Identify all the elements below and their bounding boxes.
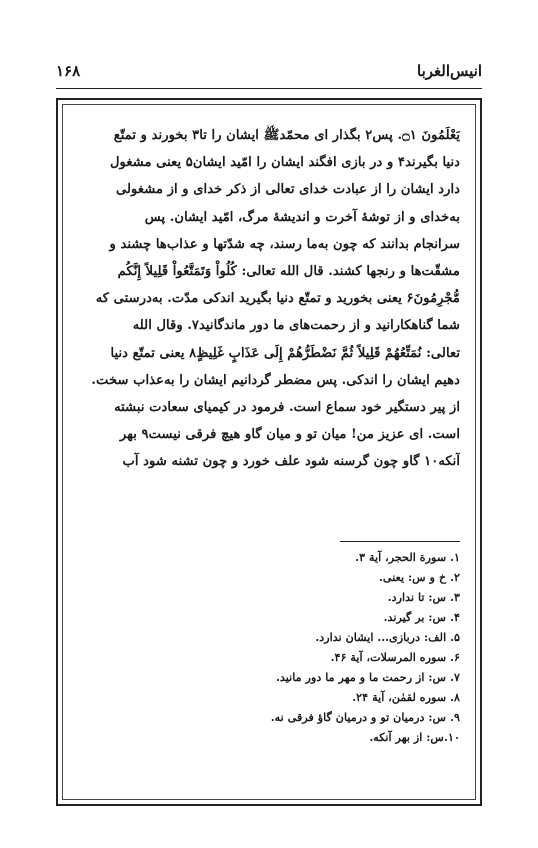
text-line: شما گناهکارانید و از رحمت‌های ما دور ماندگانید۷. وقال الله <box>132 318 460 334</box>
header-rule <box>56 88 482 89</box>
text-line: مشقّت‌ها و رنجها کشند. قال الله تعالی: كُلُواْ وَتَمَتَّعُواْ قَلِيلاً إِنَّكُم <box>117 264 460 280</box>
footnote-item: ۴. س: بر گیرند. <box>383 610 460 624</box>
footnote-separator <box>340 541 460 542</box>
text-line: یَعْلَمُونَ ۝١. پس۲ بگذار ای محمّدﷺ ایشان را تا۳ بخورند و تمتّع <box>113 128 460 143</box>
footnote-item: ۱۰.س: از بهر آنکه. <box>369 730 460 744</box>
text-line: به‌خدای و از توشهٔ آخرت و اندیشهٔ مرگ، امّید ایشان. پس <box>144 209 460 225</box>
footnote-item: ۳. س: تا ندارد. <box>387 590 460 604</box>
text-line: دنیا بگیرند۴ و در بازی افگند ایشان را امّید ایشان۵ یعنی مشغول <box>109 155 460 171</box>
footnote-item: ۸. سوره لقمٰن، آیة ۲۴. <box>352 690 460 704</box>
footnote-item: ۲. خ و س: یعنی. <box>378 570 460 584</box>
page-header <box>56 62 482 84</box>
text-line: تعالی: نُمَتِّعُهُمْ قَلِيلاً ثُمَّ نَضْطَرُّهُمْ إِلَى عَذَابٍ غَلِيظٍ۸ یعنی تمتّع دنیا <box>110 345 460 361</box>
text-line: است. ای عزیز من! میان تو و میان گاو هیچ فرقی نیست۹ بهر <box>119 427 460 443</box>
footnote-item: ۶. سوره المرسلات، آیة ۴۶. <box>330 650 460 664</box>
text-line: مُّجْرِمُونَ۶ یعنی بخورید و تمتّع دنیا بگیرید اندکی مدّت. به‌درستی که <box>95 291 460 307</box>
footnote-item: ۹. س: درمیان تو و درمیان گاؤ فرقی نه. <box>270 710 460 724</box>
text-line: از پیر دستگیر خود سماع است. فرمود در کیمیای سعادت نبشته <box>114 400 460 416</box>
running-title: انیس‌الغربا <box>417 62 482 80</box>
page-number: ۱۶۸ <box>56 62 81 80</box>
text-line: دارد ایشان را از عبادت خدای تعالی از ذکر خدای و از مشغولی <box>116 182 460 198</box>
footnote-item: ۷. س: از رحمت ما و مهر ما دور مانید. <box>275 670 460 684</box>
text-line: سرانجام بدانند که چون به‌ما رسند، چه شدّتها و عذاب‌ها چشند و <box>109 236 460 252</box>
main-text <box>78 122 460 476</box>
text-line: دهیم ایشان را اندکی. پس مضطر گردانیم ایشان را به‌عذاب سخت. <box>91 372 460 388</box>
footnote-item: ۱. سورة الحجر، آیة ۳. <box>355 550 460 564</box>
footnote-item: ۵. الف: دربازی... ایشان ندارد. <box>315 630 460 644</box>
footnotes-list <box>80 547 460 747</box>
text-line: آنکه۱۰ گاو چون گرسنه شود علف خورد و چون تشنه شود آب <box>122 454 460 470</box>
